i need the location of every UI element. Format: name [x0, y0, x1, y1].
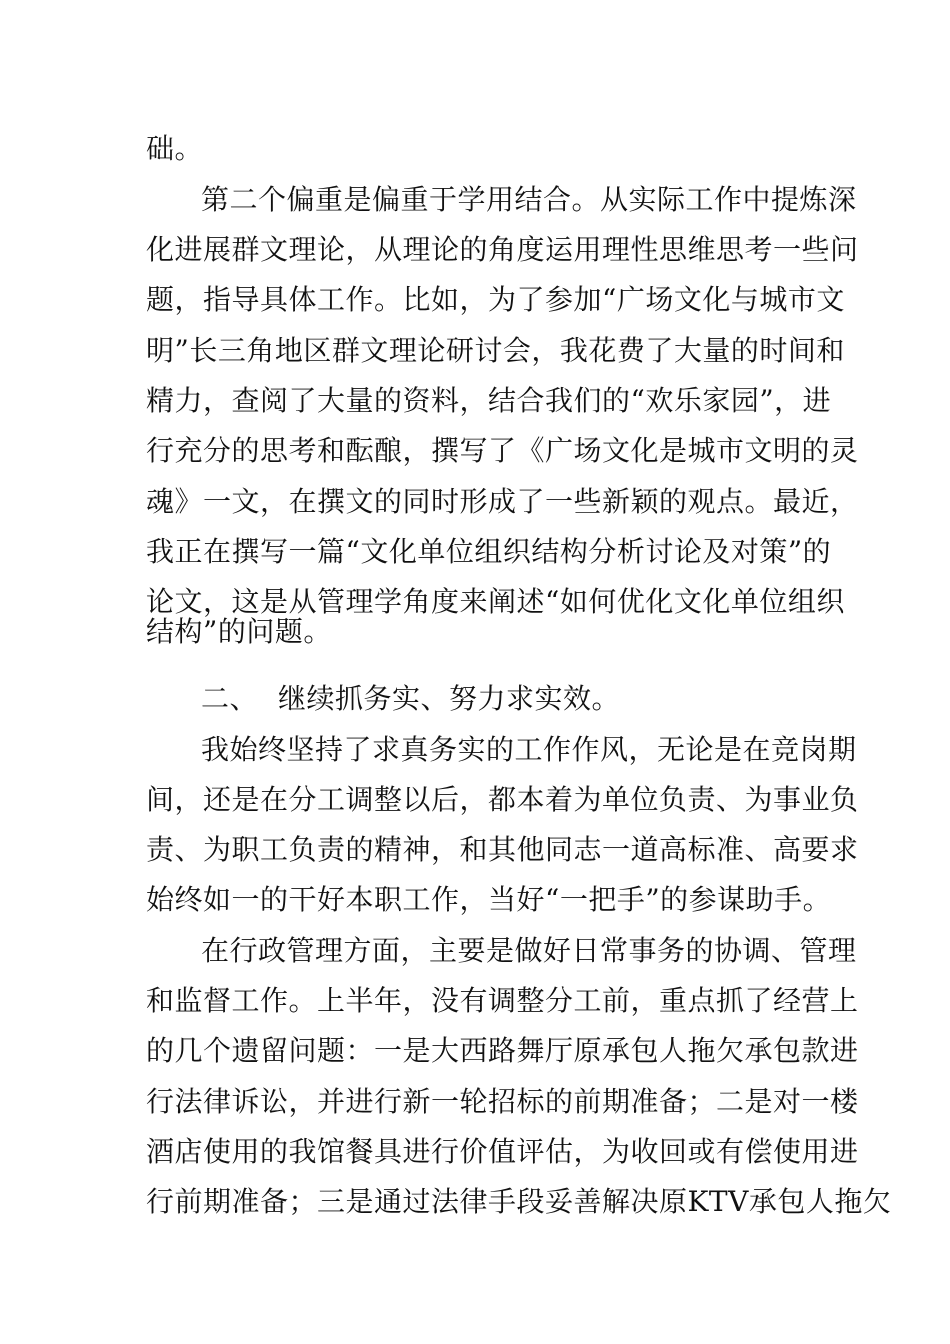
- text-line-20: 行法律诉讼，并进行新一轮招标的前期准备；二是对一楼: [146, 1085, 859, 1118]
- text-line-4: 题，指导具体工作。比如，为了参加“广场文化与城市文: [146, 283, 845, 316]
- text-line-18: 和监督工作。上半年，没有调整分工前，重点抓了经营上: [146, 984, 859, 1017]
- text-line-13: 我始终坚持了求真务实的工作作风，无论是在竞岗期: [201, 733, 857, 766]
- text-line-9: 我正在撰写一篇“文化单位组织结构分析讨论及对策”的: [146, 535, 832, 568]
- text-line-1: 础。: [146, 132, 204, 165]
- text-line-8: 魂》一文，在撰文的同时形成了一些新颖的观点。最近，: [146, 485, 859, 518]
- text-line-6: 精力，查阅了大量的资料，结合我们的“欢乐家园”，进: [146, 384, 832, 417]
- section-heading-number: 二、: [201, 682, 259, 715]
- text-line-14: 间，还是在分工调整以后，都本着为单位负责、为事业负: [146, 783, 859, 816]
- section-heading: [201, 679, 806, 719]
- text-line-7: 行充分的思考和酝酿，撰写了《广场文化是城市文明的灵: [146, 434, 859, 467]
- text-line-16: 始终如一的干好本职工作，当好“一把手”的参谋助手。: [146, 883, 832, 916]
- text-line-5: 明”长三角地区群文理论研讨会，我花费了大量的时间和: [146, 334, 845, 367]
- text-line-10: 论文，这是从管理学角度来阐述“如何优化文化单位组织: [146, 585, 845, 618]
- text-line-3: 化进展群文理论，从理论的角度运用理性思维思考一些问: [146, 233, 859, 266]
- text-line-21: 酒店使用的我馆餐具进行价值评估，为收回或有偿使用进: [146, 1135, 859, 1168]
- text-line-2: 第二个偏重是偏重于学用结合。从实际工作中提炼深: [201, 183, 857, 216]
- text-line-22: 行前期准备；三是通过法律手段妥善解决原KTV承包人拖欠: [146, 1185, 892, 1218]
- text-line-17: 在行政管理方面，主要是做好日常事务的协调、管理: [201, 934, 857, 967]
- text-line-15: 责、为职工负责的精神，和其他同志一道高标准、高要求: [146, 833, 859, 866]
- section-heading-text: 继续抓务实、努力求实效。: [278, 682, 621, 715]
- text-line-19: 的几个遗留问题：一是大西路舞厅原承包人拖欠承包款进: [146, 1034, 859, 1067]
- text-line-11: 结构”的问题。: [146, 615, 332, 648]
